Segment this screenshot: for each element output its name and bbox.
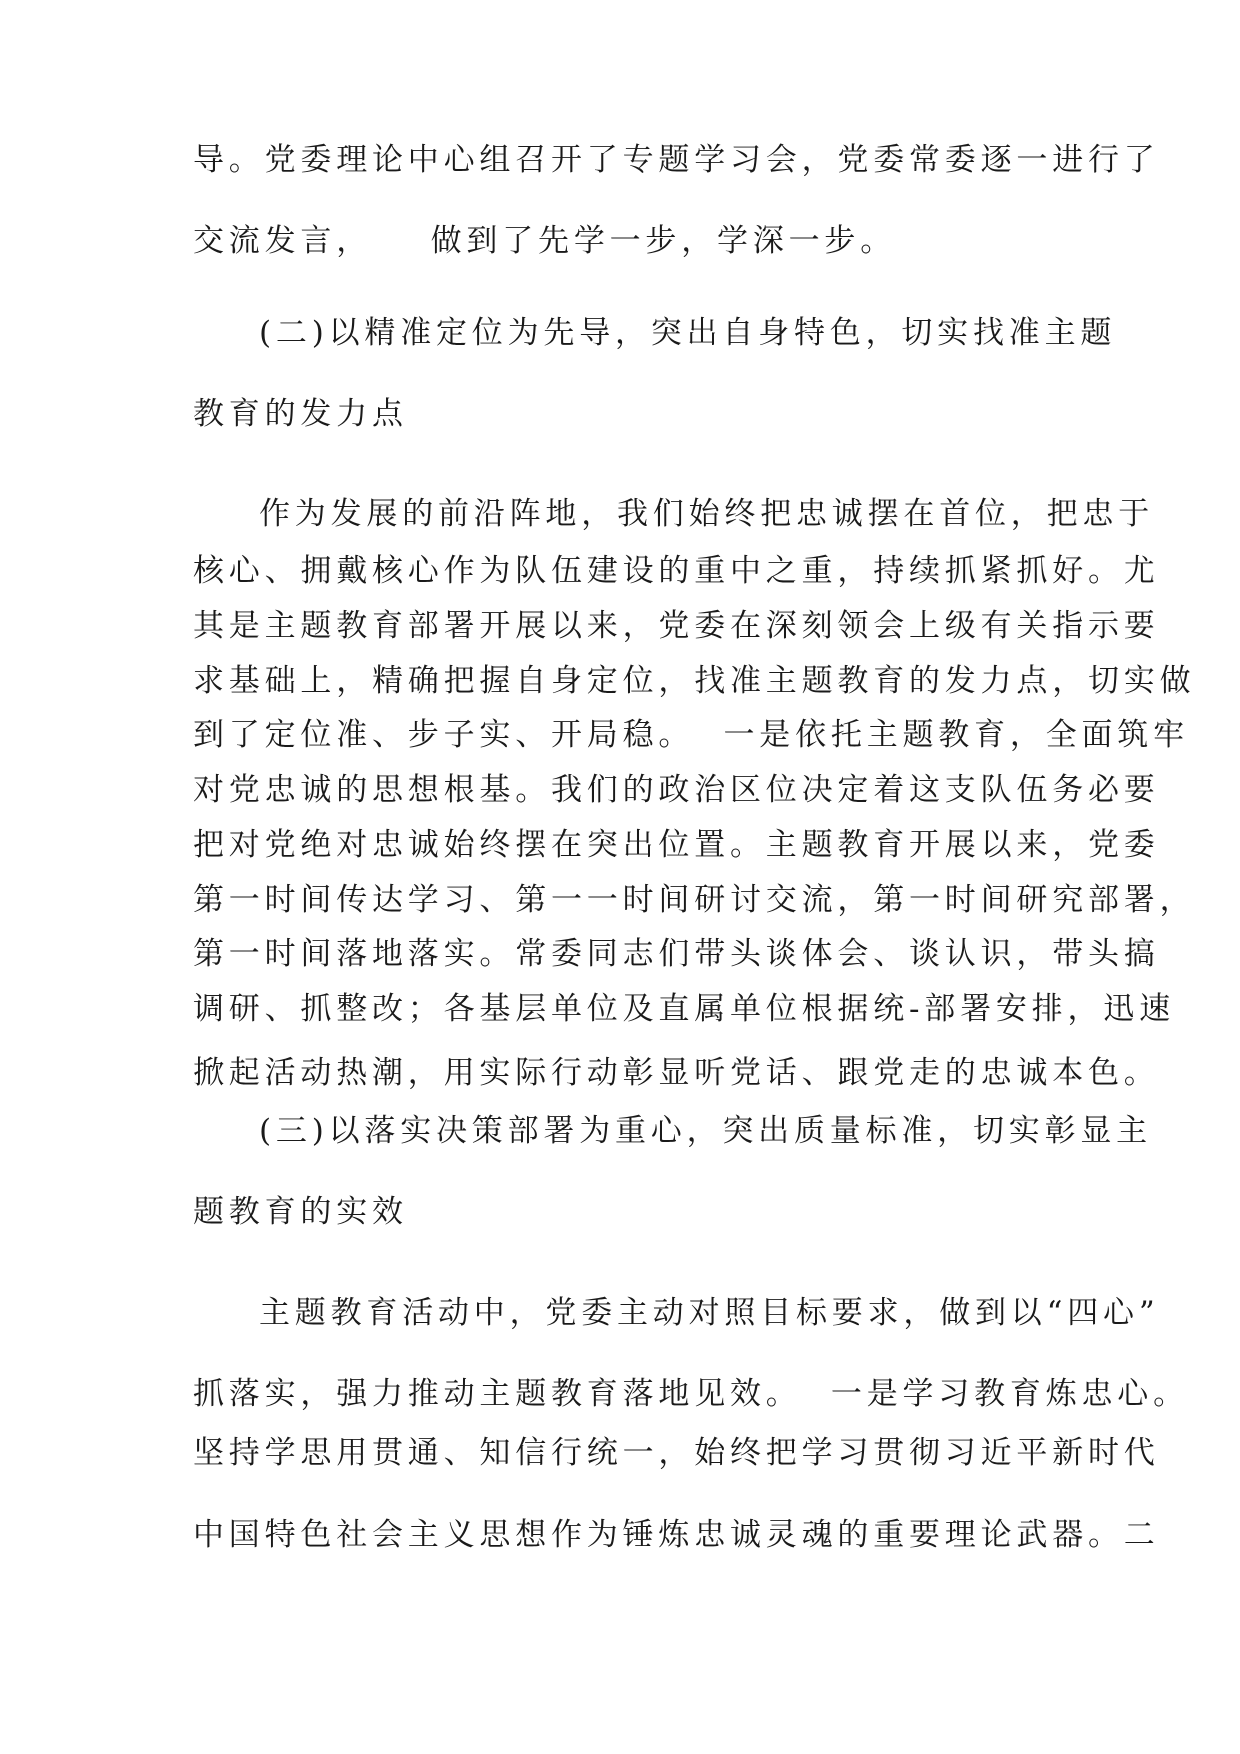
text-line: 掀起活动热潮，用实际行动彰显听党话、跟党走的忠诚本色。 [193, 1055, 1160, 1091]
text-line: 抓落实，强力推动主题教育落地见效。 一是学习教育炼忠心。 [193, 1376, 1189, 1412]
text-line: 对党忠诚的思想根基。我们的政治区位决定着这支队伍务必要 [193, 772, 1160, 808]
text-line: 导。党委理论中心组召开了专题学习会，党委常委逐一进行了 [193, 142, 1160, 178]
text-line: 作为发展的前沿阵地，我们始终把忠诚摆在首位，把忠于 [259, 496, 1154, 532]
text-line: 交流发言， 做到了先学一步，学深一步。 [193, 223, 897, 259]
text-line: 主题教育活动中，党委主动对照目标要求，做到以“四心” [259, 1295, 1160, 1331]
text-line: 其是主题教育部署开展以来，党委在深刻领会上级有关指示要 [193, 608, 1160, 644]
section-heading-3-cont: 题教育的实效 [193, 1194, 408, 1230]
text-line: 第一时间落地落实。常委同志们带头谈体会、谈认识，带头搞 [193, 936, 1160, 972]
section-heading-3: (三)以落实决策部署为重心，突出质量标准，切实彰显主 [259, 1113, 1152, 1149]
text-line: 到了定位准、步子实、开局稳。 一是依托主题教育，全面筑牢 [193, 717, 1189, 753]
text-line: 把对党绝对忠诚始终摆在突出位置。主题教育开展以来，党委 [193, 827, 1160, 863]
section-heading-2: (二)以精准定位为先导，突出自身特色，切实找准主题 [259, 315, 1117, 351]
text-line: 第一时间传达学习、第一一时间研讨交流，第一时间研究部署， [193, 882, 1196, 918]
section-heading-2-cont: 教育的发力点 [193, 396, 408, 432]
text-line: 求基础上，精确把握自身定位，找准主题教育的发力点，切实做 [193, 663, 1196, 699]
text-line: 调研、抓整改；各基层单位及直属单位根据统-部署安排，迅速 [193, 991, 1175, 1027]
text-line: 核心、拥戴核心作为队伍建设的重中之重，持续抓紧抓好。尤 [193, 553, 1160, 589]
text-line: 中国特色社会主义思想作为锤炼忠诚灵魂的重要理论武器。二 [193, 1517, 1160, 1553]
text-line: 坚持学思用贯通、知信行统一，始终把学习贯彻习近平新时代 [193, 1435, 1160, 1471]
